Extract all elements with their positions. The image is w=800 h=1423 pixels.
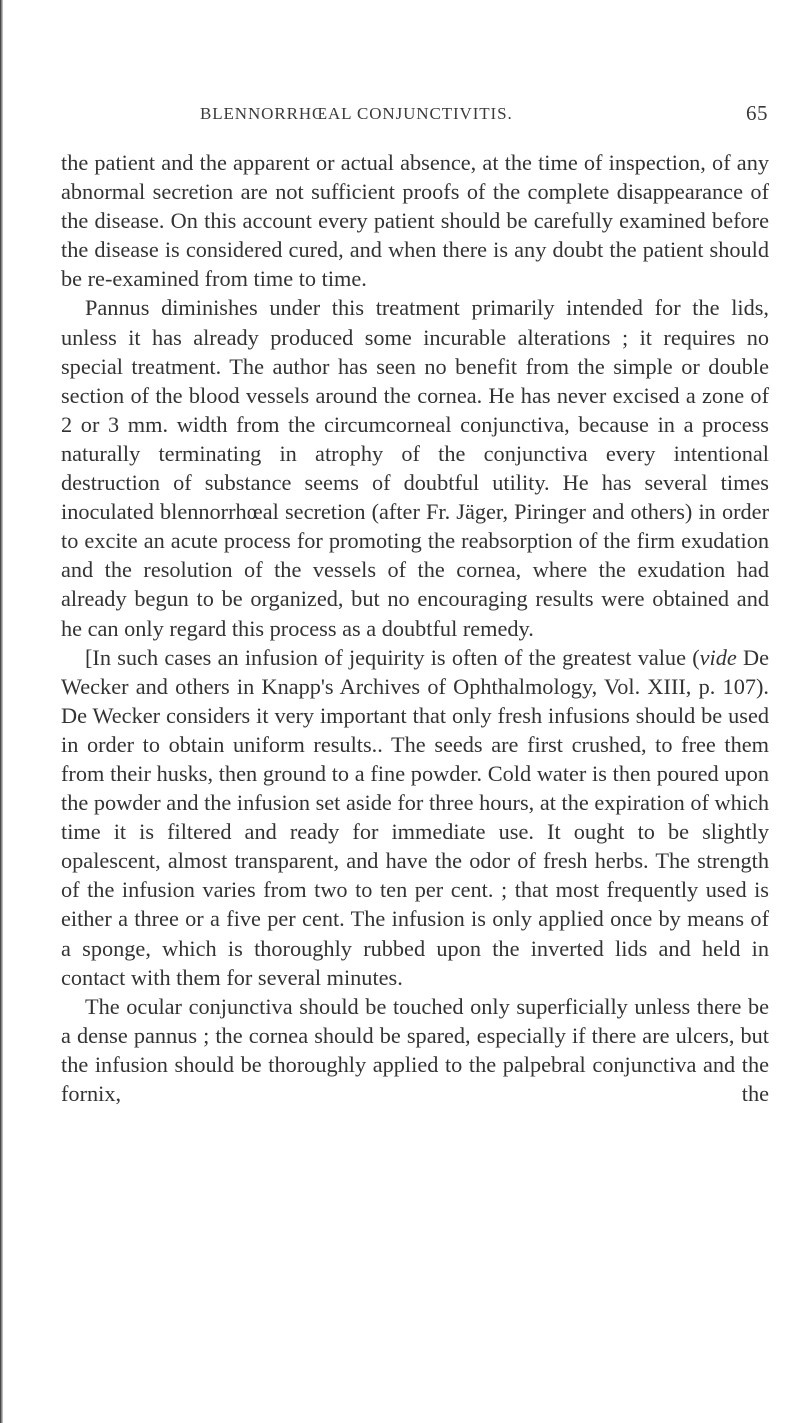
vide-italic: vide: [699, 644, 737, 670]
page-number: 65: [746, 101, 768, 125]
paragraph-pannus: Pannus diminishes under this treatment primarily intended for the lids, unless it has already produced some incurable alterations ; it requires no special treatment. The author has seen no benefit from the simple or double section of the blood vessels around the cornea. He has never excised a zone of 2 or 3 mm. width from the circumcorneal conjunctiva, because in a process naturally terminating in atrophy of the conjunctiva every intentional destruction of substance seems of doubtful utility. He has several times inoculated blennorrhœal secretion (after Fr. Jäger, Piringer and others) in order to excite an acute process for promoting the reabsorption of the firm exudation and the resolution of the vessels of the cornea, where the exudation had already begun to be organized, but no encouraging results were obtained and he can only regard this process as a doubtful remedy.: [61, 295, 769, 641]
paragraph-jequirity: [61, 643, 769, 992]
running-title: BLENNORRHŒAL CONJUNCTIVITIS.: [200, 104, 513, 123]
page-header: [200, 101, 768, 132]
paragraph-jequirity-part-2: De Wecker and others in Knapp's Archives of Ophthalmology, Vol. XIII, p. 107). De Wecker considers it very important that only fresh infusions should be used in order to obtain uniform results.. The seeds are first crushed, to free them from their husks, then ground to a fine powder. Cold water is then poured upon the powder and the infusion set aside for three hours, at the expiration of which time it is filtered and ready for immediate use. It ought to be slightly opalescent, almost transparent, and have the odor of fresh herbs. The strength of the infusion varies from two to ten per cent. ; that most frequently used is either a three or a five per cent. The infusion is only applied once by means of a sponge, which is thoroughly rubbed upon the inverted lids and held in contact with them for several minutes.: [61, 644, 769, 990]
page-binding-edge: [0, 0, 3, 1423]
paragraph-continuation: the patient and the apparent or actual absence, at the time of inspection, of any abnormal secretion are not sufficient proofs of the complete disappearance of the disease. On this account every patient should be carefully examined before the disease is considered cured, and when there is any doubt the patient should be re-examined from time to time.: [61, 150, 769, 292]
paragraph-ocular-conjunctiva: The ocular conjunctiva should be touched only superficially unless there be a dense pannus ; the cornea should be spared, especially if there are ulcers, but the infusion should be thoroughly applied to the palpebral conjunctiva and the fornix, the: [61, 993, 769, 1106]
body-text: [61, 148, 769, 1108]
paragraph-jequirity-part-1: [In such cases an infusion of jequirity is often of the greatest value (: [85, 644, 700, 670]
